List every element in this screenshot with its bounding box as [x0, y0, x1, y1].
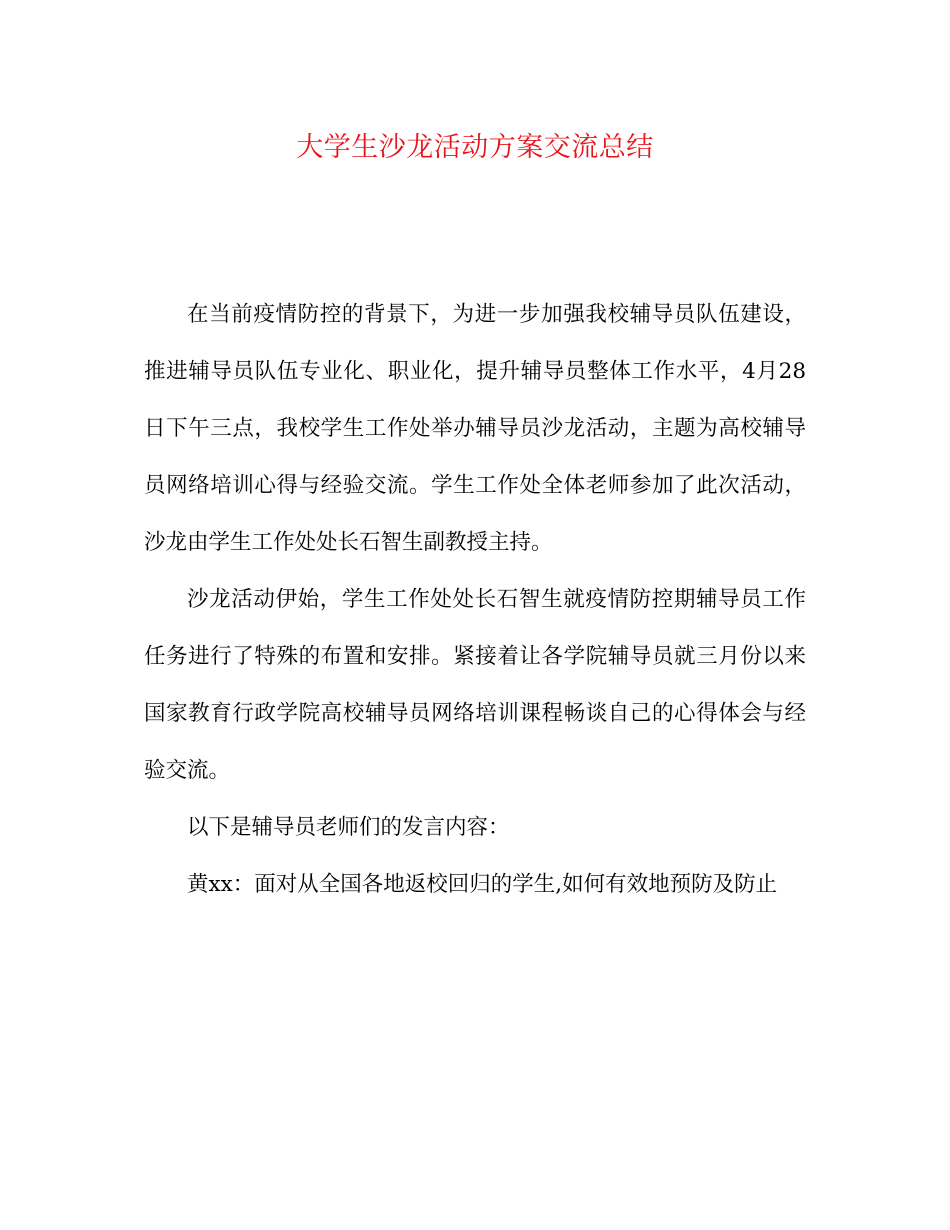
paragraph-salon-start: 沙龙活动伊始，学生工作处处长石智生就疫情防控期辅导员工作任务进行了特殊的布置和安排。紧接着让各学院辅导员就三月份以来国家教育行政学院高校辅导员网络培训课程畅谈自己的心得体会与经验交流。: [144, 587, 806, 783]
document-title: 大学生沙龙活动方案交流总结: [296, 132, 654, 163]
paragraph-speaker-huang: 黄xx：面对从全国各地返校回归的学生,如何有效地预防及防止: [187, 872, 778, 897]
paragraph-speech-intro: 以下是辅导员老师们的发言内容：: [187, 815, 510, 840]
paragraph-intro: 在当前疫情防控的背景下，为进一步加强我校辅导员队伍建设，推进辅导员队伍专业化、职业化，提升辅导员整体工作水平，4月28日下午三点，我校学生工作处举办辅导员沙龙活动，主题为高校辅导员网络培训心得与经验交流。学生工作处全体老师参加了此次活动，沙龙由学生工作处处长石智生副教授主持。: [144, 302, 806, 555]
document-body: [144, 286, 806, 913]
